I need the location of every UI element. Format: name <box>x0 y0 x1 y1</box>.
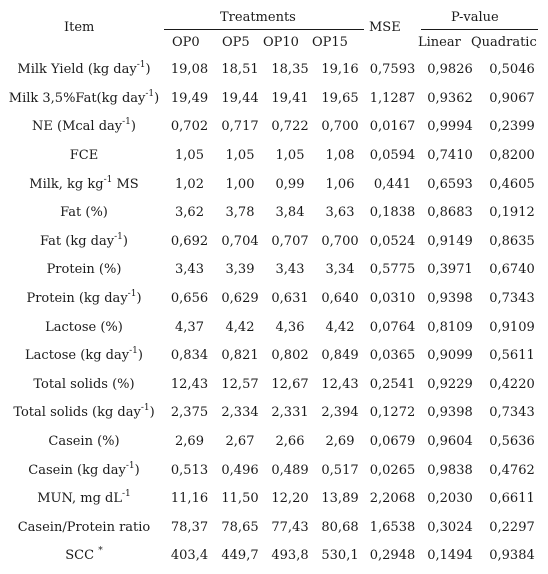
cell-op5: 1,05 <box>225 148 255 164</box>
header-treatments: Treatments <box>220 10 296 25</box>
cell-op0: 1,02 <box>175 176 204 192</box>
cell-op0: 3,43 <box>175 262 204 278</box>
cell-op10: 77,43 <box>271 519 309 535</box>
cell-mse: 0,0679 <box>369 434 416 450</box>
cell-op0: 3,62 <box>175 205 204 221</box>
cell-quadratic: 0,2297 <box>489 519 535 535</box>
cell-quadratic: 0,8635 <box>489 233 535 249</box>
item-label-text: Lactose (kg day <box>25 348 130 364</box>
row-item-label <box>4 228 164 257</box>
item-label-tail: ) <box>122 233 128 249</box>
cell-linear: 0,9604 <box>427 434 473 450</box>
cell-linear: 0,2030 <box>427 491 473 507</box>
row-item-label <box>4 256 164 285</box>
row-item-label <box>4 371 164 400</box>
item-label-text: Casein (kg day <box>28 462 126 478</box>
header-p-value: P-value <box>451 10 499 25</box>
item-label-tail: ) <box>145 62 151 78</box>
cell-op10: 493,8 <box>271 548 309 564</box>
cell-op15: 12,43 <box>321 376 359 392</box>
p-value-underline <box>421 29 538 30</box>
cell-mse: 0,1272 <box>369 405 416 421</box>
item-label-text: NE (Mcal day <box>32 119 123 135</box>
cell-op15: 0,517 <box>321 462 359 478</box>
cell-op5: 0,704 <box>221 233 259 249</box>
row-item-label <box>4 113 164 142</box>
item-label-text: Fat (%) <box>60 205 108 221</box>
row-item-label <box>4 170 164 199</box>
cell-op10: 2,66 <box>275 434 305 450</box>
item-label-tail: ) <box>134 462 140 478</box>
cell-op5: 78,65 <box>221 519 259 535</box>
table-row <box>4 342 544 371</box>
table-row <box>4 371 544 400</box>
row-item-label <box>4 514 164 543</box>
cell-op10: 19,41 <box>271 90 309 106</box>
table-row <box>4 542 544 571</box>
row-item-label <box>4 199 164 228</box>
cell-op10: 0,707 <box>271 233 309 249</box>
cell-mse: 0,0167 <box>369 119 416 135</box>
cell-mse: 1,1287 <box>369 90 416 106</box>
cell-op15: 1,08 <box>325 148 355 164</box>
cell-quadratic: 0,4762 <box>489 462 535 478</box>
cell-quadratic: 0,5046 <box>489 62 535 78</box>
item-label-tail: ) <box>136 291 142 307</box>
table-row <box>4 113 544 142</box>
cell-linear: 0,8683 <box>427 205 473 221</box>
item-label-superscript: -1 <box>136 60 146 71</box>
header-op0: OP0 <box>172 35 200 50</box>
table-row <box>4 199 544 228</box>
item-label-text: Total solids (kg day <box>13 405 141 421</box>
item-label-superscript: -1 <box>122 117 131 128</box>
row-item-label <box>4 85 164 114</box>
cell-op10: 4,36 <box>275 319 305 335</box>
item-label-text: Protein (kg day <box>26 291 128 307</box>
cell-op0: 78,37 <box>170 519 209 535</box>
cell-linear: 0,9826 <box>427 62 473 78</box>
cell-op10: 18,35 <box>271 62 309 78</box>
cell-linear: 0,1494 <box>427 548 473 564</box>
header-quadratic: Quadratic <box>471 35 537 50</box>
item-label-text: Fat (kg day <box>40 233 115 249</box>
cell-linear: 0,9994 <box>427 119 473 135</box>
cell-op5: 0,629 <box>221 291 259 307</box>
cell-op5: 18,51 <box>221 62 259 78</box>
header-item: Item <box>64 20 95 35</box>
item-label-text: Milk Yield (kg day <box>17 62 137 78</box>
cell-mse: 0,0365 <box>369 348 416 364</box>
table-row <box>4 256 544 285</box>
table-row <box>4 485 544 514</box>
row-item-label <box>4 56 164 85</box>
cell-op10: 0,99 <box>275 176 305 192</box>
item-label-text: Protein (%) <box>46 262 122 278</box>
cell-op0: 0,656 <box>170 291 209 307</box>
row-item-label <box>4 485 164 514</box>
item-label-text: Casein (%) <box>48 434 120 450</box>
item-label-superscript: -1 <box>129 346 138 357</box>
cell-op0: 19,49 <box>170 90 209 106</box>
cell-op10: 1,05 <box>275 148 305 164</box>
cell-linear: 0,7410 <box>427 148 473 164</box>
row-item-label <box>4 313 164 342</box>
header-linear: Linear <box>418 35 461 50</box>
cell-mse: 0,7593 <box>369 62 416 78</box>
cell-op0: 0,834 <box>170 348 209 364</box>
cell-quadratic: 0,7343 <box>489 405 535 421</box>
cell-mse: 0,0310 <box>369 291 416 307</box>
table-row <box>4 428 544 457</box>
cell-quadratic: 0,9067 <box>489 90 535 106</box>
cell-mse: 0,0524 <box>369 233 416 249</box>
cell-op10: 0,802 <box>271 348 309 364</box>
table-row <box>4 85 544 114</box>
cell-mse: 0,2948 <box>369 548 416 564</box>
cell-op5: 2,67 <box>225 434 255 450</box>
cell-op0: 12,43 <box>170 376 209 392</box>
cell-op15: 2,69 <box>325 434 355 450</box>
cell-mse: 0,1838 <box>369 205 416 221</box>
table-row <box>4 399 544 428</box>
cell-op15: 1,06 <box>325 176 355 192</box>
cell-linear: 0,9398 <box>427 291 473 307</box>
item-label-superscript: -1 <box>127 289 137 300</box>
treatments-underline <box>164 29 364 30</box>
cell-op5: 3,78 <box>225 205 255 221</box>
item-label-text: Milk, kg kg <box>29 176 104 192</box>
cell-op0: 2,69 <box>175 434 204 450</box>
cell-op15: 19,16 <box>321 62 359 78</box>
header-op15: OP15 <box>312 35 348 50</box>
cell-op10: 12,20 <box>271 491 309 507</box>
cell-op5: 449,7 <box>221 548 259 564</box>
cell-op10: 0,489 <box>271 462 309 478</box>
item-label-text: Casein/Protein ratio <box>17 519 151 535</box>
data-table <box>4 56 544 571</box>
cell-op10: 0,722 <box>271 119 309 135</box>
cell-quadratic: 0,5611 <box>489 348 535 364</box>
item-label-tail: ) <box>154 90 160 106</box>
cell-op0: 403,4 <box>170 548 209 564</box>
cell-quadratic: 0,1912 <box>489 205 535 221</box>
cell-op5: 0,496 <box>221 462 259 478</box>
item-label-superscript: -1 <box>140 403 150 414</box>
item-label-tail: MS <box>112 176 139 192</box>
cell-op10: 0,631 <box>271 291 309 307</box>
cell-mse: 0,0594 <box>369 148 416 164</box>
cell-mse: 0,2541 <box>369 376 416 392</box>
cell-quadratic: 0,8200 <box>489 148 535 164</box>
cell-op5: 12,57 <box>221 376 259 392</box>
cell-mse: 0,441 <box>373 176 412 192</box>
cell-mse: 1,6538 <box>369 519 416 535</box>
cell-op5: 3,39 <box>225 262 255 278</box>
row-item-label <box>4 399 164 428</box>
cell-linear: 0,6593 <box>427 176 473 192</box>
cell-quadratic: 0,5636 <box>489 434 535 450</box>
table-row <box>4 456 544 485</box>
cell-linear: 0,9099 <box>427 348 473 364</box>
item-label-tail: ) <box>137 348 143 364</box>
cell-op0: 4,37 <box>175 319 204 335</box>
table-row <box>4 285 544 314</box>
cell-op5: 0,717 <box>221 119 259 135</box>
item-label-tail: ) <box>130 119 136 135</box>
cell-op5: 11,50 <box>221 491 259 507</box>
cell-op15: 19,65 <box>321 90 359 106</box>
item-label-text: Lactose (%) <box>45 319 123 335</box>
table-row <box>4 56 544 85</box>
cell-linear: 0,9229 <box>427 376 473 392</box>
item-label-superscript: -1 <box>114 231 123 242</box>
row-item-label <box>4 342 164 371</box>
cell-op15: 80,68 <box>321 519 359 535</box>
cell-mse: 0,0764 <box>369 319 416 335</box>
cell-op15: 3,63 <box>325 205 355 221</box>
table-row <box>4 313 544 342</box>
cell-op15: 2,394 <box>321 405 359 421</box>
cell-linear: 0,9149 <box>427 233 473 249</box>
table-row <box>4 142 544 171</box>
cell-op5: 0,821 <box>221 348 259 364</box>
item-label-tail: ) <box>149 405 155 421</box>
cell-linear: 0,8109 <box>427 319 473 335</box>
item-label-text: Milk 3,5%Fat(kg day <box>8 90 146 106</box>
cell-op0: 2,375 <box>170 405 209 421</box>
cell-quadratic: 0,6611 <box>489 491 535 507</box>
cell-op15: 530,1 <box>321 548 359 564</box>
item-label-superscript: * <box>98 546 103 557</box>
cell-quadratic: 0,4605 <box>489 176 535 192</box>
cell-quadratic: 0,6740 <box>489 262 535 278</box>
cell-op5: 1,00 <box>225 176 255 192</box>
item-label-text: Total solids (%) <box>33 376 135 392</box>
cell-linear: 0,3024 <box>427 519 473 535</box>
header-op10: OP10 <box>263 35 299 50</box>
cell-quadratic: 0,7343 <box>489 291 535 307</box>
cell-mse: 2,2068 <box>369 491 416 507</box>
cell-op10: 12,67 <box>271 376 309 392</box>
cell-op15: 0,849 <box>321 348 359 364</box>
cell-op15: 0,700 <box>321 119 359 135</box>
cell-mse: 0,5775 <box>369 262 416 278</box>
cell-op10: 3,43 <box>275 262 305 278</box>
row-item-label <box>4 542 164 571</box>
cell-op10: 3,84 <box>275 205 305 221</box>
cell-quadratic: 0,9384 <box>489 548 535 564</box>
table-row <box>4 170 544 199</box>
cell-linear: 0,9398 <box>427 405 473 421</box>
data-table-body <box>4 56 544 571</box>
cell-quadratic: 0,4220 <box>489 376 535 392</box>
cell-op5: 2,334 <box>221 405 259 421</box>
item-label-superscript: -1 <box>145 88 155 99</box>
cell-op5: 4,42 <box>225 319 255 335</box>
cell-linear: 0,9838 <box>427 462 473 478</box>
cell-op15: 13,89 <box>321 491 359 507</box>
cell-op15: 0,700 <box>321 233 359 249</box>
row-item-label <box>4 428 164 457</box>
item-label-superscript: -1 <box>125 460 135 471</box>
header-mse: MSE <box>369 20 401 35</box>
cell-op0: 0,702 <box>170 119 209 135</box>
table-row <box>4 514 544 543</box>
cell-op0: 19,08 <box>170 62 209 78</box>
item-label-text: MUN, mg dL <box>37 491 123 507</box>
cell-op0: 0,692 <box>170 233 209 249</box>
item-label-superscript: -1 <box>103 174 113 185</box>
table-row <box>4 228 544 257</box>
item-label-superscript: -1 <box>122 489 131 500</box>
cell-op15: 0,640 <box>321 291 359 307</box>
cell-op5: 19,44 <box>221 90 259 106</box>
row-item-label <box>4 456 164 485</box>
cell-op10: 2,331 <box>271 405 309 421</box>
row-item-label <box>4 285 164 314</box>
cell-linear: 0,3971 <box>427 262 473 278</box>
item-label-text: FCE <box>69 148 99 164</box>
item-label-text: SCC <box>65 548 99 564</box>
cell-op15: 4,42 <box>325 319 355 335</box>
cell-mse: 0,0265 <box>369 462 416 478</box>
cell-linear: 0,9362 <box>427 90 473 106</box>
cell-op0: 1,05 <box>175 148 204 164</box>
cell-op0: 11,16 <box>170 491 209 507</box>
cell-op0: 0,513 <box>170 462 209 478</box>
header-op5: OP5 <box>222 35 250 50</box>
cell-quadratic: 0,2399 <box>489 119 535 135</box>
cell-quadratic: 0,9109 <box>489 319 535 335</box>
row-item-label <box>4 142 164 171</box>
cell-op15: 3,34 <box>325 262 355 278</box>
